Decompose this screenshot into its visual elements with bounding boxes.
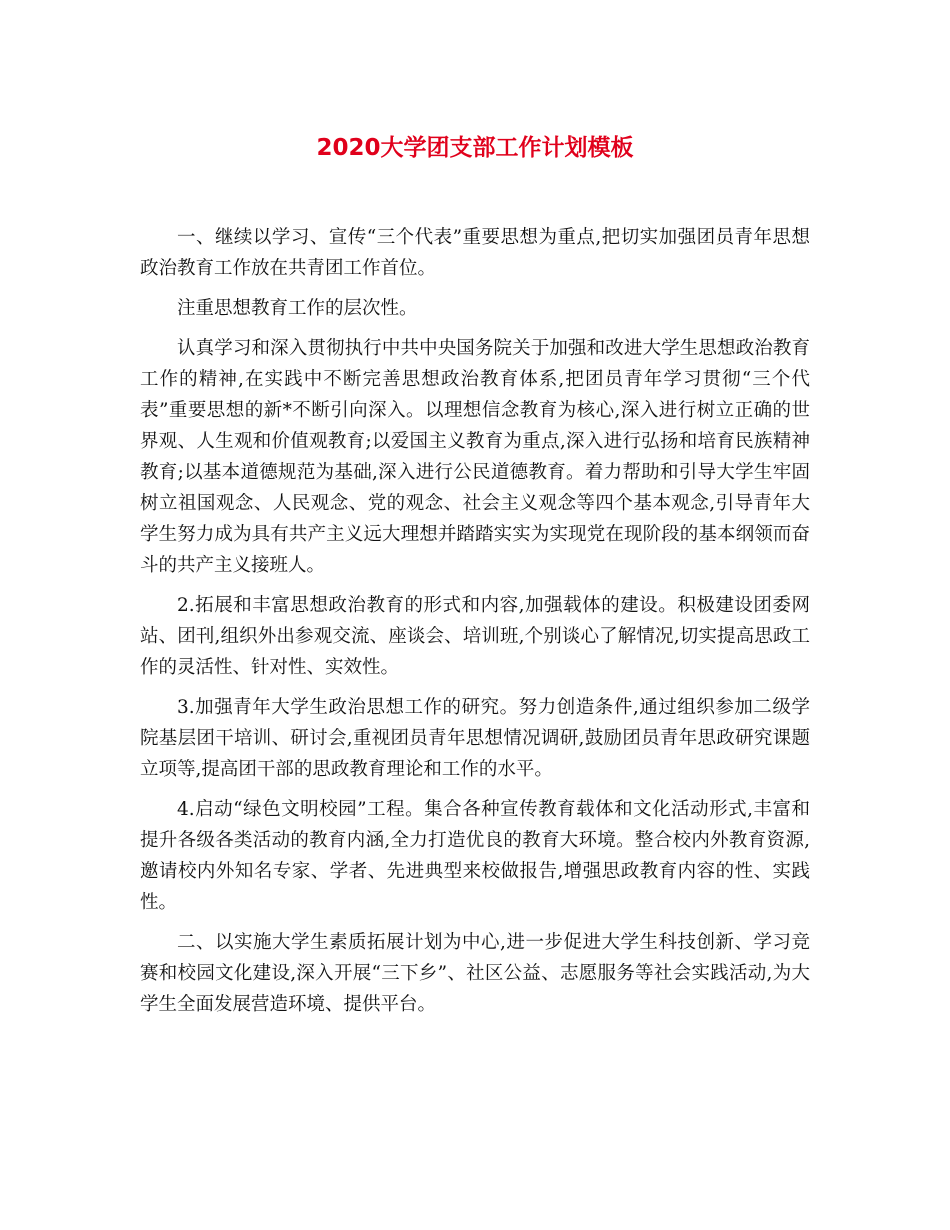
document-title: 2020大学团支部工作计划模板 (316, 135, 634, 161)
paragraph-item-3: 3.加强青年大学生政治思想工作的研究。努力创造条件,通过组织参加二级学院基层团干培训、研讨会,重视团员青年思想情况调研,鼓励团员青年思政研究课题立项等,提高团干部的思政教育理论和工作的水平。 (140, 697, 810, 780)
paragraph-item-4: 4.启动“绿色文明校园”工程。集合各种宣传教育载体和文化活动形式,丰富和提升各级各类活动的教育内涵,全力打造优良的教育大环境。整合校内外教育资源,邀请校内外知名专家、学者、先进典型来校做报告,增强思政教育内容的性、实践性。 (140, 799, 810, 913)
paragraph-study-implementation: 认真学习和深入贯彻执行中共中央国务院关于加强和改进大学生思想政治教育工作的精神,在实践中不断完善思想政治教育体系,把团员青年学习贯彻“三个代表”重要思想的新*不断引向深入。以理想信念教育为核心,深入进行树立正确的世界观、人生观和价值观教育;以爱国主义教育为重点,深入进行弘扬和培育民族精神教育;以基本道德规范为基础,深入进行公民道德教育。着力帮助和引导大学生牢固树立祖国观念、人民观念、党的观念、社会主义观念等四个基本观念,引导青年大学生努力成为具有共产主义远大理想并踏踏实实为实现党在现阶段的基本纲领而奋斗的共产主义接班人。 (140, 338, 810, 576)
paragraph-item-2: 2.拓展和丰富思想政治教育的形式和内容,加强载体的建设。积极建设团委网站、团刊,组织外出参观交流、座谈会、培训班,个别谈心了解情况,切实提高思政工作的灵活性、针对性、实效性。 (140, 595, 810, 678)
paragraph-section-two-heading: 二、以实施大学生素质拓展计划为中心,进一步促进大学生科技创新、学习竞赛和校园文化建设,深入开展“三下乡”、社区公益、志愿服务等社会实践活动,为大学生全面发展营造环境、提供平台。 (140, 932, 810, 1015)
document-body (140, 222, 810, 1029)
paragraph-section-one-heading: 一、继续以学习、宣传“三个代表”重要思想为重点,把切实加强团员青年思想政治教育工作放在共青团工作首位。 (140, 227, 810, 279)
paragraph-subheading: 注重思想教育工作的层次性。 (177, 298, 418, 319)
